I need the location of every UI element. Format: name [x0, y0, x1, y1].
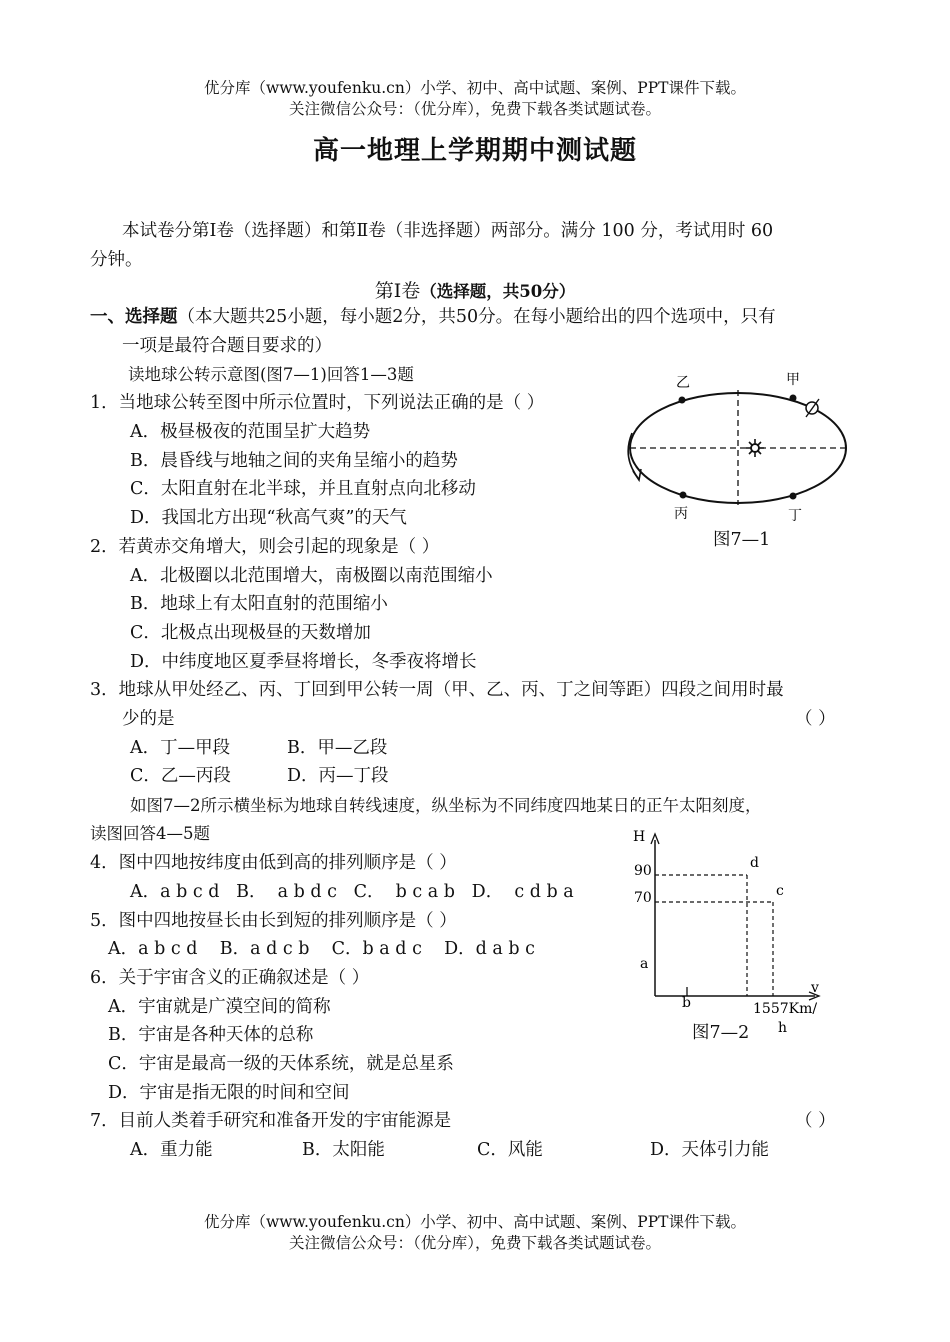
label-bing: 丙: [674, 506, 688, 522]
q2-option-a: A．北极圈以北范围增大，南极圈以南范围缩小: [130, 566, 493, 586]
q5-options: A．a b c d B．a d c b C．b a d c D．d a b c: [108, 939, 535, 959]
q7-stem: 7．目前人类着手研究和准备开发的宇宙能源是: [90, 1111, 452, 1131]
q7-option-c: C．风能: [477, 1140, 543, 1160]
header-line-1: 优分库（www.youfenku.cn）小学、初中、高中试题、案例、PPT课件下载。: [203, 79, 747, 97]
point-b-label: b: [682, 995, 691, 1011]
q6-stem: 6．关于宇宙含义的正确叙述是（ ）: [90, 968, 370, 988]
q2-option-c: C．北极点出现极昼的天数增加: [130, 623, 371, 643]
label-yi: 乙: [676, 375, 690, 391]
q5-stem: 5．图中四地按昼长由长到短的排列顺序是（ ）: [90, 911, 457, 931]
earth-position-yi: [679, 397, 686, 404]
q7-option-d: D．天体引力能: [650, 1140, 770, 1160]
q7-answer-paren: （ ）: [795, 1111, 836, 1131]
q3-option-c: C．乙—丙段: [130, 766, 231, 786]
q6-option-a: A．宇宙就是广漠空间的简称: [108, 997, 331, 1017]
intro-line-2: 分钟。: [90, 250, 143, 270]
q1-option-d: D．我国北方出现“秋高气爽”的天气: [130, 508, 407, 528]
section-note: （选择题，共50分）: [420, 282, 576, 301]
q1-option-c: C．太阳直射在北半球，并且直射点向北移动: [130, 479, 476, 499]
q3-answer-paren: （ ）: [795, 709, 836, 729]
q7-option-b: B．太阳能: [302, 1140, 385, 1160]
label-jia: 甲: [786, 372, 800, 388]
x-axis-label: v: [811, 980, 819, 996]
q3-stem-1: 3．地球从甲处经乙、丙、丁回到甲公转一周（甲、乙、丙、丁之间等距）四段之间用时最: [90, 680, 784, 700]
group2-intro-1: 如图7—2所示横坐标为地球自转线速度，纵坐标为不同纬度四地某日的正午太阳刻度，: [130, 796, 762, 815]
earth-position-bing: [680, 492, 687, 499]
figure-7-2: [625, 822, 835, 1037]
section-label: 第Ⅰ卷: [374, 280, 421, 302]
q7-option-a: A．重力能: [130, 1140, 213, 1160]
q6-option-b: B．宇宙是各种天体的总称: [108, 1025, 314, 1045]
x-unit-label: h: [778, 1020, 788, 1036]
page-title: 高一地理上学期期中测试题: [312, 136, 637, 166]
q1-stem: 1．当地球公转至图中所示位置时，下列说法正确的是（ ）: [90, 393, 545, 413]
part1-desc-1: （本大题共25小题，每小题2分，共50分。在每小题给出的四个选项中，只有: [177, 307, 776, 327]
group2-intro-2: 读图回答4—5题: [90, 824, 210, 843]
header-line-2: 关注微信公众号：（优分库），免费下载各类试题试卷。: [288, 100, 661, 118]
part1-heading-line: [90, 306, 776, 328]
y-axis-label: H: [633, 829, 646, 845]
q2-option-b: B．地球上有太阳直射的范围缩小: [130, 594, 388, 614]
earth-position-jia: [790, 395, 797, 402]
q2-stem: 2．若黄赤交角增大，则会引起的现象是（ ）: [90, 537, 440, 557]
part1-heading: 一、选择题: [90, 307, 178, 327]
section-heading: [0, 276, 950, 303]
intro-line-1: 本试卷分第Ⅰ卷（选择题）和第Ⅱ卷（非选择题）两部分。满分 100 分，考试用时 60: [122, 221, 774, 241]
earth-axis-icon: [806, 399, 819, 417]
tick-90: 90: [634, 863, 652, 879]
point-c-label: c: [776, 883, 784, 899]
footer-line-2: 关注微信公众号：（优分库），免费下载各类试题试卷。: [288, 1234, 661, 1252]
q3-option-d: D．丙—丁段: [287, 766, 389, 786]
q1-option-b: B．晨昏线与地轴之间的夹角呈缩小的趋势: [130, 451, 458, 471]
q2-option-d: D．中纬度地区夏季昼将增长，冬季夜将增长: [130, 652, 477, 672]
q3-stem-2: 少的是: [122, 709, 175, 729]
q4-stem: 4．图中四地按纬度由低到高的排列顺序是（ ）: [90, 853, 457, 873]
footer-line-1: 优分库（www.youfenku.cn）小学、初中、高中试题、案例、PPT课件下载。: [203, 1213, 747, 1231]
sun-icon: [746, 439, 764, 457]
x-value-label: 1557Km/: [753, 1001, 818, 1017]
figure-7-1: [610, 365, 870, 555]
point-a-label: a: [640, 956, 649, 972]
earth-position-ding: [790, 493, 797, 500]
point-d-label: d: [750, 855, 759, 871]
figure-7-2-caption: 图7—2: [692, 1023, 750, 1043]
q3-option-a: A．丁—甲段: [130, 738, 231, 758]
q3-option-b: B．甲—乙段: [287, 738, 388, 758]
tick-70: 70: [634, 890, 652, 906]
label-ding: 丁: [788, 508, 802, 524]
group1-intro: 读地球公转示意图(图7—1)回答1—3题: [128, 365, 414, 384]
figure-7-1-caption: 图7—1: [713, 530, 771, 550]
q6-option-d: D．宇宙是指无限的时间和空间: [108, 1083, 350, 1103]
part1-desc-2: 一项是最符合题目要求的）: [122, 336, 332, 356]
q4-options: A．a b c d B． a b d c C． b c a b D． c d b a: [130, 882, 574, 902]
q6-option-c: C．宇宙是最高一级的天体系统，就是总星系: [108, 1054, 454, 1074]
q1-option-a: A．极昼极夜的范围呈扩大趋势: [130, 422, 371, 442]
